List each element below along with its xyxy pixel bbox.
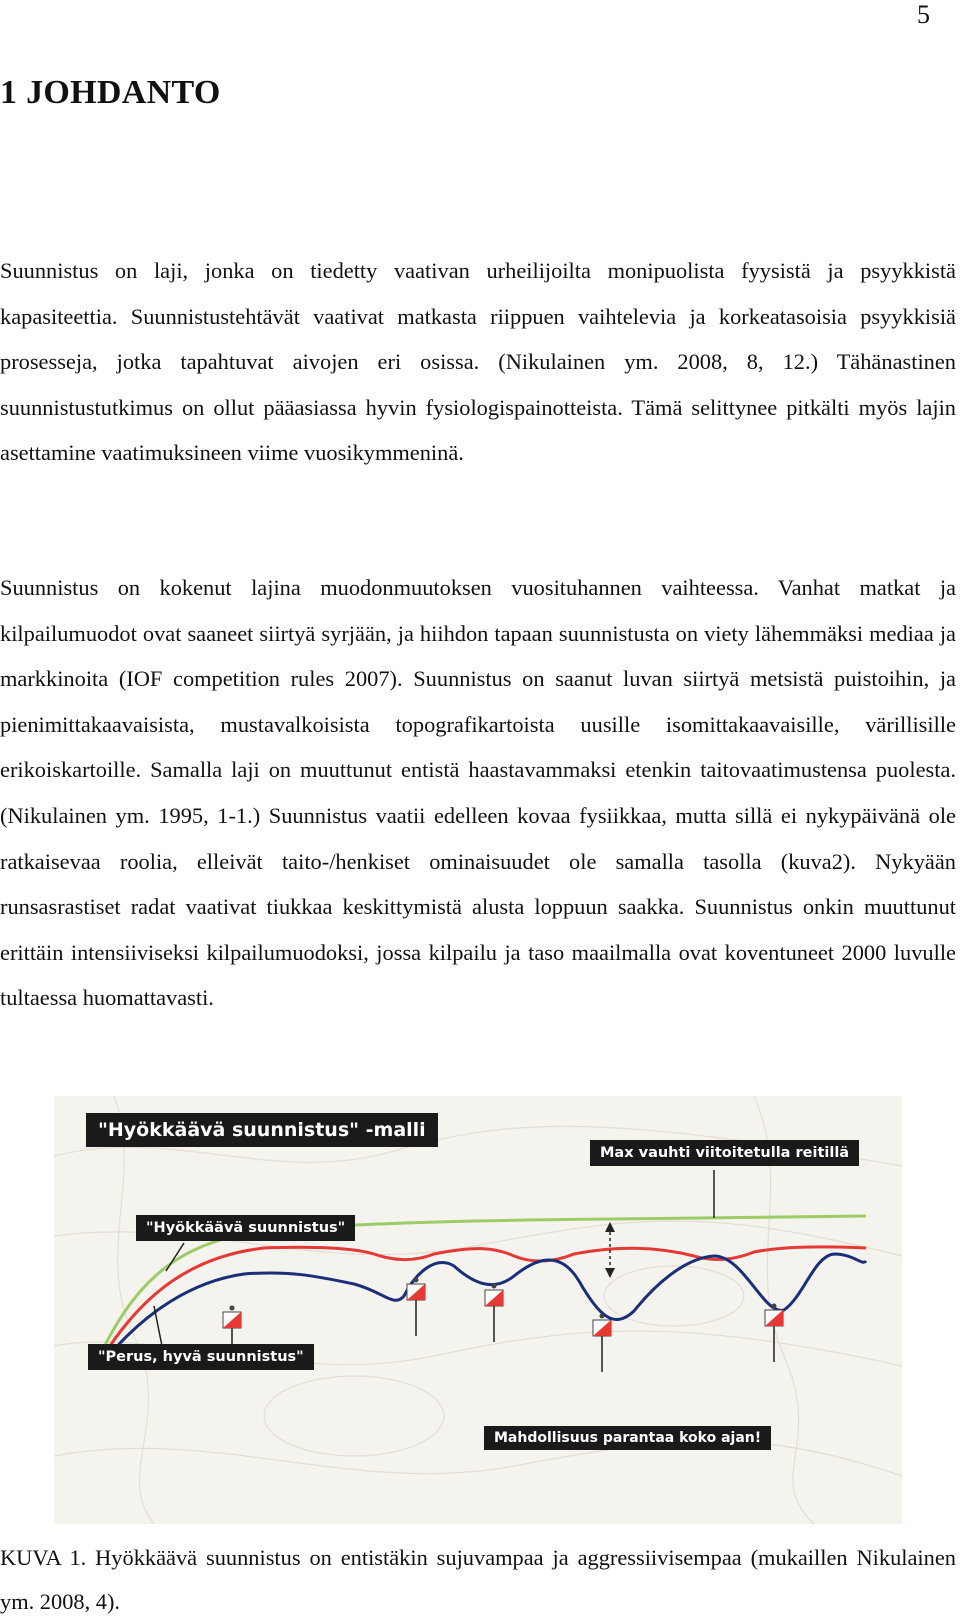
figure-caption: KUVA 1. Hyökkäävä suunnistus on entistäkin sujuvampaa ja aggressiivisempaa (mukaillen Nikulainen ym. 2008, 4). xyxy=(0,1545,956,1614)
attacking-orienteering-line xyxy=(102,1247,866,1358)
figure-attacking-orienteering-model xyxy=(54,1096,902,1524)
control-flag-icon xyxy=(593,1314,611,1373)
gap-arrow-head-bottom xyxy=(605,1268,615,1278)
paragraph-intro: Suunnistus on laji, jonka on tiedetty vaativan urheilijoilta monipuolista fyysistä ja psyykkistä kapasiteettia. Suunnistustehtävät vaativat matkasta riippuen vaihtelevia ja korkeatasoisia psyykkisiä prosesseja, jotka tapahtuvat aivojen eri osissa. (Nikulainen ym. 2008, 8, 12.) Tähänastinen suunnistustutkimus on ollut pääasiassa hyvin fysiologispainotteista. Tämä selittynee pitkälti myös lajin asettamine vaatimuksineen viime vuosikymmeninä. xyxy=(0,258,956,466)
control-flag-icon xyxy=(407,1278,425,1337)
pointer-basic xyxy=(154,1306,162,1346)
page-number: 5 xyxy=(917,0,930,29)
label-attacking: "Hyökkäävä suunnistus" xyxy=(136,1215,355,1241)
figure-title: "Hyökkäävä suunnistus" -malli xyxy=(86,1113,438,1147)
label-max-speed: Max vauhti viitoitetulla reitillä xyxy=(590,1140,859,1166)
label-basic: "Perus, hyvä suunnistus" xyxy=(88,1344,314,1370)
chapter-heading: 1 JOHDANTO xyxy=(0,74,221,111)
control-flag-icon xyxy=(485,1284,503,1343)
control-flag-icon xyxy=(765,1304,783,1363)
label-improve: Mahdollisuus parantaa koko ajan! xyxy=(484,1426,771,1450)
paragraph-change: Suunnistus on kokenut lajina muodonmuutoksen vuosituhannen vaihteessa. Vanhat matkat ja kilpailumuodot ovat saaneet siirtyä syrjään, ja hiihdon tapaan suunnistusta on viety lähemmäksi mediaa ja markkinoita (IOF competition rules 2007). Suunnistus on saanut luvan siirtyä metsistä puistoihin, ja pienimittakaavaisista, mustavalkoisista topografikartoista uusille isomittakaavaisille, värillisille erikoiskartoille. Samalla laji on muuttunut entistä haastavammaksi etenkin taitovaatimustensa puolesta. (Nikulainen ym. 1995, 1-1.) Suunnistus vaatii edelleen kovaa fysiikkaa, mutta sillä ei nykypäivänä ole ratkaisevaa roolia, elleivät taito-/henkiset ominaisuudet ole samalla tasolla (kuva2). Nykyään runsasrastiset radat vaativat tiukkaa keskittymistä alusta loppuun saakka. Suunnistus onkin muuttunut erittäin intensiiviseksi kilpailumuodoksi, jossa kilpailu ja taso maailmalla ovat koventuneet 2000 luvulle tultaessa huomattavasti. xyxy=(0,575,956,1011)
